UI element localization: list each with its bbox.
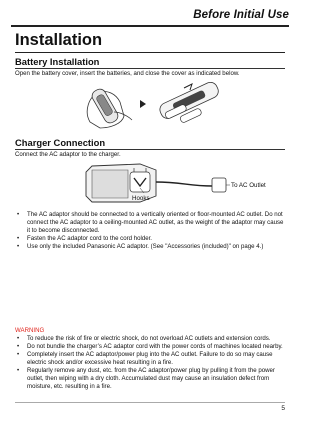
- outlet-callout: To AC Outlet: [231, 182, 266, 189]
- hooks-callout: Hooks: [132, 195, 150, 202]
- list-item-text: To reduce the risk of fire or electric shock, do not overload AC outlets and extension cords.: [27, 335, 271, 342]
- hand-with-handset-image: [87, 87, 132, 128]
- list-item: [15, 351, 288, 367]
- battery-text: Open the battery cover, insert the batteries, and close the cover as indicated below.: [15, 70, 240, 77]
- charger-text: Connect the AC adaptor to the charger.: [15, 151, 121, 158]
- list-item-text: Fasten the AC adaptor cord to the cord holder.: [27, 235, 152, 242]
- title-rule: [15, 52, 285, 53]
- step-arrow-icon: [140, 100, 146, 108]
- list-item-text: The AC adaptor should be connected to a vertically oriented or floor-mounted AC outlet. Do not connect the AC adaptor to a ceiling-mounted AC outlet, as the weight of the adaptor may cause it to become disconnected.: [27, 211, 284, 234]
- charger-heading: Charger Connection: [15, 137, 106, 148]
- list-item: [15, 335, 288, 343]
- page-title: Installation: [15, 31, 103, 49]
- bullet-icon: •: [17, 243, 20, 250]
- list-item-text: Use only the included Panasonic AC adaptor. (See "Accessories (included)" on page 4.): [27, 243, 264, 250]
- warning-label: WARNING: [15, 327, 45, 334]
- page-header: [0, 0, 300, 27]
- bullet-icon: •: [17, 235, 20, 242]
- bullet-icon: •: [17, 211, 20, 218]
- header-title: Before Initial Use: [193, 9, 289, 21]
- list-item: [15, 343, 288, 351]
- bullet-icon: •: [17, 343, 20, 350]
- list-item-text: Do not bundle the charger’s AC adaptor cord with the power cords of machines located nearby.: [27, 343, 283, 350]
- bullet-icon: •: [17, 367, 20, 374]
- warning-list: [15, 335, 288, 391]
- charger-illustration: [70, 160, 270, 204]
- list-item: [15, 211, 288, 235]
- battery-illustration: [80, 82, 230, 132]
- list-item: [15, 243, 288, 251]
- list-item: [15, 367, 288, 391]
- bullet-icon: •: [17, 351, 20, 358]
- list-item: [15, 235, 288, 243]
- list-item-text: Regularly remove any dust, etc. from the AC adaptor/power plug by pulling it from the power outlet, then wiping with a dry cloth. Accumulated dust may cause an insulation defect from moisture, etc. resulting in a fire.: [27, 367, 275, 390]
- list-item-text: Completely insert the AC adaptor/power plug into the AC outlet. Failure to do so may cause electric shock and/or excessive heat resulting in a fire.: [27, 351, 273, 366]
- battery-heading: Battery Installation: [15, 56, 100, 67]
- bullet-icon: •: [17, 335, 20, 342]
- battery-heading-rule: [15, 68, 285, 69]
- handset-with-batteries-image: [158, 82, 221, 123]
- footer-rule: [15, 402, 285, 403]
- header-rule: [11, 25, 289, 27]
- charger-heading-rule: [15, 149, 285, 150]
- charger-notes-list: [15, 211, 288, 251]
- page-number: 5: [281, 405, 285, 412]
- ac-adaptor-cord-image: [156, 178, 226, 192]
